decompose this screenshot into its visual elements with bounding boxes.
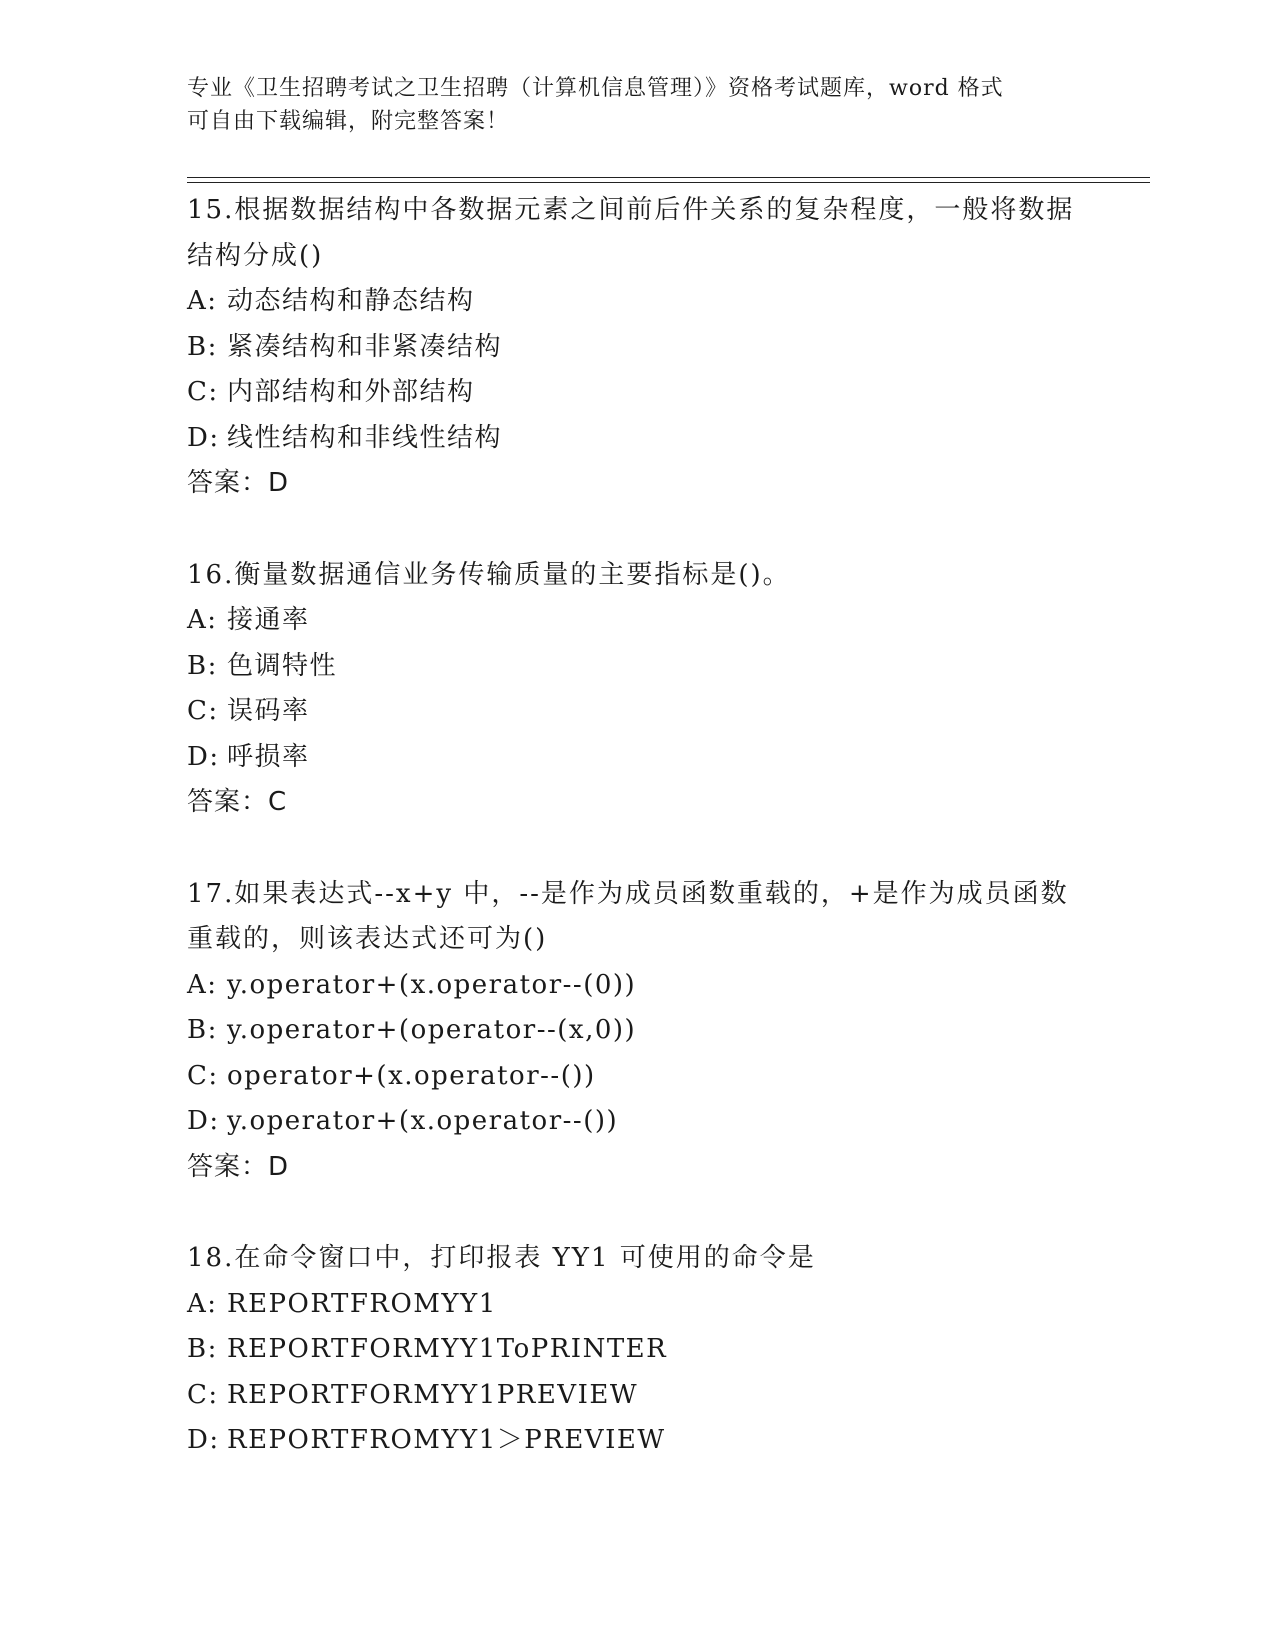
question-18 [187, 1236, 1087, 1464]
document-header [187, 72, 1067, 138]
option-letter: A: [187, 969, 218, 1000]
option-letter: C: [187, 377, 219, 407]
option-letter: B: [187, 1015, 218, 1045]
option-letter: D: [187, 422, 220, 453]
question-list [187, 188, 1087, 1510]
option-b [187, 644, 1087, 690]
header-line-1: 专业《卫生招聘考试之卫生招聘（计算机信息管理）》资格考试题库，word 格式 [187, 76, 1004, 101]
question-17 [187, 872, 1087, 1191]
option-b [187, 325, 1087, 371]
header-divider-top [187, 177, 1150, 178]
option-a [187, 1282, 1087, 1328]
option-a [187, 963, 1087, 1009]
option-a [187, 598, 1087, 644]
option-letter: C: [187, 1060, 219, 1091]
option-letter: A: [187, 1288, 218, 1319]
option-d [187, 735, 1087, 781]
header-line-2: 可自由下载编辑，附完整答案！ [187, 109, 510, 134]
option-letter: D: [187, 1106, 220, 1136]
option-text: y.operator+(operator--(x,0)) [227, 1015, 637, 1045]
option-text: 误码率 [227, 696, 310, 726]
option-text: 动态结构和静态结构 [227, 286, 475, 316]
option-c [187, 689, 1087, 735]
option-letter: D: [187, 741, 220, 772]
question-15 [187, 188, 1087, 507]
option-d [187, 416, 1087, 462]
option-letter: A: [187, 605, 218, 635]
option-text: REPORTFROMYY1＞PREVIEW [227, 1425, 666, 1455]
option-text: 呼损率 [227, 741, 310, 772]
answer-line: 答案：C [187, 787, 288, 817]
answer-line: 答案：D [187, 468, 290, 498]
option-letter: B: [187, 331, 218, 362]
option-c [187, 1373, 1087, 1419]
option-letter: B: [187, 1334, 218, 1364]
question-stem: 17.如果表达式--x+y 中，--是作为成员函数重载的，+是作为成员函数重载的，则该表达式还可为() [187, 878, 1069, 954]
option-text: 紧凑结构和非紧凑结构 [227, 331, 503, 362]
option-c [187, 370, 1087, 416]
option-c [187, 1054, 1087, 1100]
option-text: REPORTFROMYY1 [227, 1288, 497, 1319]
option-text: y.operator+(x.operator--()) [227, 1106, 619, 1136]
option-letter: B: [187, 650, 218, 681]
option-text: REPORTFORMYY1PREVIEW [227, 1379, 639, 1410]
option-text: REPORTFORMYY1ToPRINTER [227, 1334, 668, 1364]
option-text: operator+(x.operator--()) [227, 1060, 596, 1091]
option-letter: A: [187, 286, 218, 316]
option-text: y.operator+(x.operator--(0)) [227, 969, 637, 1000]
question-16 [187, 553, 1087, 826]
option-b [187, 1327, 1087, 1373]
option-a [187, 279, 1087, 325]
option-letter: C: [187, 1379, 219, 1410]
option-text: 色调特性 [227, 650, 338, 681]
question-stem: 16.衡量数据通信业务传输质量的主要指标是()。 [187, 559, 791, 590]
question-stem: 18.在命令窗口中，打印报表 YY1 可使用的命令是 [187, 1243, 816, 1273]
option-text: 内部结构和外部结构 [227, 377, 475, 407]
option-d [187, 1099, 1087, 1145]
header-divider-bottom [187, 182, 1150, 183]
question-stem: 15.根据数据结构中各数据元素之间前后件关系的复杂程度，一般将数据结构分成() [187, 195, 1075, 271]
option-d [187, 1418, 1087, 1464]
option-text: 线性结构和非线性结构 [227, 422, 503, 453]
option-letter: D: [187, 1425, 220, 1455]
option-b [187, 1008, 1087, 1054]
option-letter: C: [187, 696, 219, 726]
answer-line: 答案：D [187, 1151, 290, 1182]
option-text: 接通率 [227, 605, 310, 635]
